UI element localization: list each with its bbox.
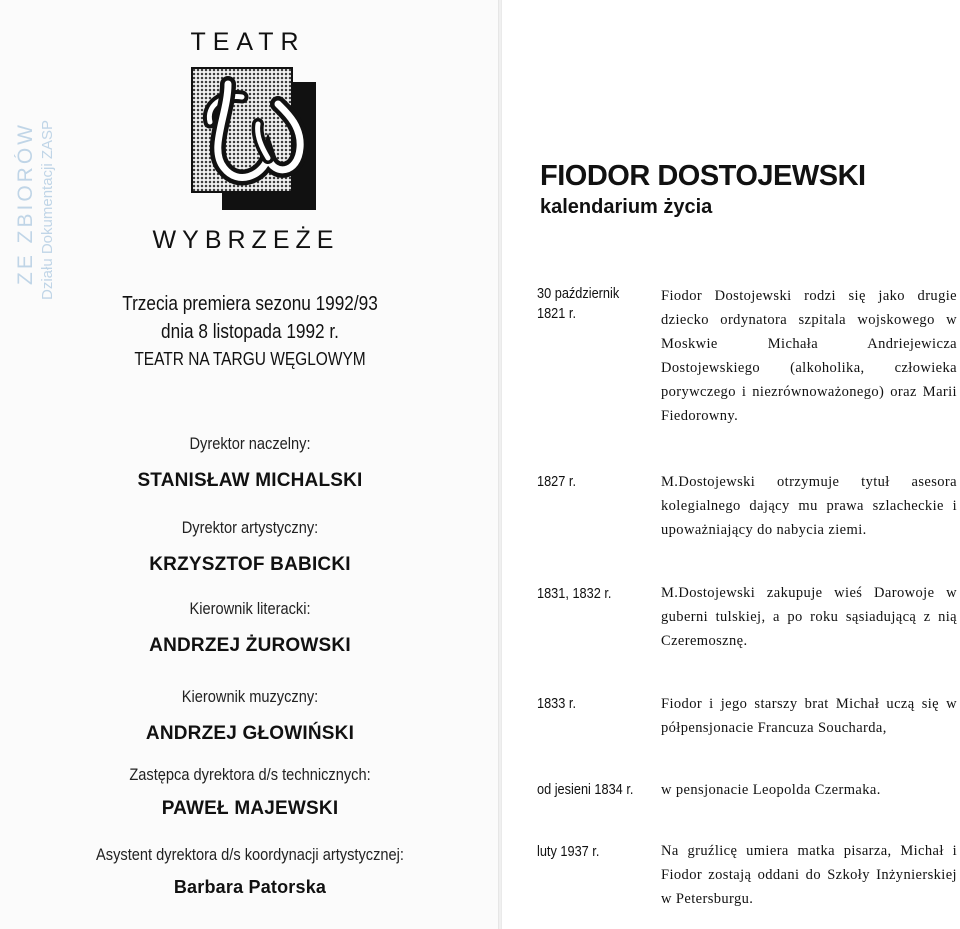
entry-date-6: luty 1937 r.	[537, 843, 600, 860]
staff-role-5: Zastępca dyrektora d/s technicznych:	[129, 765, 371, 784]
entry-date-1-line-2: 1821 r.	[537, 305, 576, 322]
staff-role-6: Asystent dyrektora d/s koordynacji artystycznej:	[96, 845, 404, 864]
stamp-line-2: Działu Dokumentacji ZASP	[39, 119, 56, 300]
chronology-title: FIODOR DOSTOJEWSKI	[540, 160, 866, 192]
theatre-logo-icon	[188, 64, 318, 214]
staff-name-1: STANISŁAW MICHALSKI	[137, 470, 363, 491]
entry-text-4: Fiodor i jego starszy brat Michał uczą się w półpensjonacie Francuza Soucharda,	[661, 696, 957, 736]
staff-role-3: Kierownik literacki:	[189, 599, 311, 618]
staff-name-2: KRZYSZTOF BABICKI	[149, 554, 351, 575]
entry-date-4: 1833 r.	[537, 695, 576, 712]
premiere-venue: TEATR NA TARGU WĘGLOWYM	[134, 349, 366, 369]
premiere-season: Trzecia premiera sezonu 1992/93	[122, 293, 378, 315]
entry-text-6: Na gruźlicę umiera matka pisarza, Michał i Fiodor zostają oddani do Szkoły Inżynierskiej w Petersburgu.	[661, 843, 957, 907]
staff-name-6: Barbara Patorska	[173, 877, 327, 897]
entry-date-1	[537, 284, 619, 324]
staff-name-3: ANDRZEJ ŻUROWSKI	[149, 635, 351, 656]
library-stamp	[6, 60, 66, 300]
entry-text-1: Fiodor Dostojewski rodzi się jako drugie dziecko ordynatora szpitala wojskowego w Moskwie Michała Andriejewicza Dostojewskiego (alkoholika, człowieka porywczego i niezrównoważonego) oraz Marii Fiedorowny.	[661, 288, 957, 424]
staff-name-5: PAWEŁ MAJEWSKI	[161, 798, 339, 819]
staff-role-1: Dyrektor naczelny:	[189, 434, 311, 453]
logo-bottom-text: WYBRZEŻE	[152, 226, 340, 254]
staff-role-2: Dyrektor artystyczny:	[181, 518, 319, 537]
entry-text-3: M.Dostojewski zakupuje wieś Darowoje w guberni tulskiej, a po roku sąsiadującą z nią Czeremosznę.	[661, 585, 957, 649]
stamp-line-1: ZE ZBIORÓW	[14, 122, 37, 285]
chronology-subtitle: kalendarium życia	[540, 196, 713, 218]
staff-name-4: ANDRZEJ GŁOWIŃSKI	[145, 723, 355, 744]
logo-top-text: TEATR	[190, 28, 306, 56]
entry-date-1-line-1: 30 październik	[537, 285, 620, 302]
entry-date-3: 1831, 1832 r.	[537, 585, 612, 602]
entry-date-2: 1827 r.	[537, 473, 576, 490]
entry-text-5: w pensjonacie Leopolda Czermaka.	[661, 782, 881, 798]
staff-role-4: Kierownik muzyczny:	[181, 687, 319, 706]
entry-text-2: M.Dostojewski otrzymuje tytuł asesora kolegialnego dający mu prawa szlacheckie i upoważniający do nabycia ziemi.	[661, 474, 957, 538]
premiere-date: dnia 8 listopada 1992 r.	[161, 321, 339, 343]
entry-date-5: od jesieni 1834 r.	[537, 781, 634, 798]
